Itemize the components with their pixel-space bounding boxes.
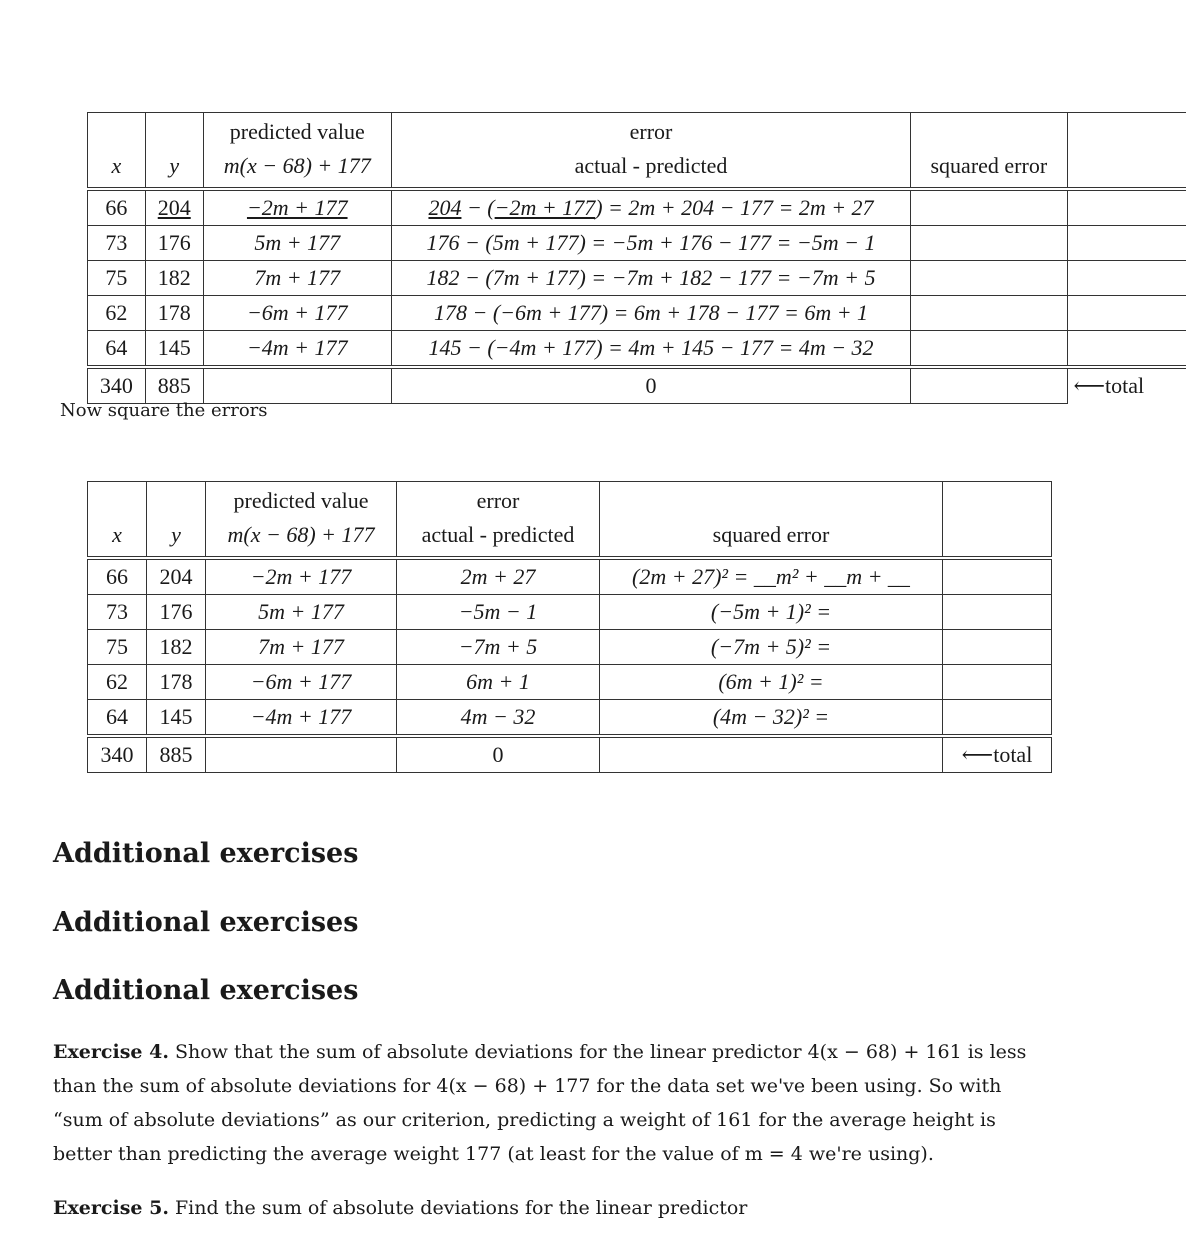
cell-x: 62	[88, 296, 146, 331]
total-row	[88, 367, 1186, 404]
header-predicted	[206, 482, 397, 559]
cell-error-part-d: ) = 2m + 204 − 177 = 2m + 27	[595, 195, 874, 220]
cell-y: 145	[147, 700, 206, 737]
cell-predicted: 7m + 177	[206, 630, 397, 665]
total-row	[88, 736, 1052, 773]
table-row	[88, 331, 1186, 368]
cell-x: 64	[88, 700, 147, 737]
cell-error: −5m − 1	[397, 595, 600, 630]
cell-y: 182	[145, 261, 203, 296]
cell-x: 75	[88, 261, 146, 296]
total-label: ⟵total	[1073, 373, 1145, 399]
table-header-row	[88, 113, 1186, 190]
header-x: x	[88, 113, 146, 190]
total-x: 340	[88, 736, 147, 773]
cell-squared: (4m − 32)² =	[600, 700, 943, 737]
cell-extra	[943, 700, 1052, 737]
header-error-subtitle: actual - predicted	[421, 522, 575, 547]
cell-predicted: 5m + 177	[206, 595, 397, 630]
cell-squared	[911, 226, 1067, 261]
total-predicted	[206, 736, 397, 773]
cell-predicted: −4m + 177	[203, 331, 391, 368]
cell-squared	[911, 189, 1067, 226]
cell-x: 66	[88, 558, 147, 595]
cell-extra	[943, 595, 1052, 630]
total-error: 0	[397, 736, 600, 773]
header-x: x	[88, 482, 147, 559]
cell-error-part-a: 204	[428, 195, 462, 220]
exercise-4-text: Show that the sum of absolute deviations for the linear predictor 4(x − 68) + 161 is less than the sum of absolute deviations for 4(x − 68) + 177 for the data set we've been using. So with “sum of absolute deviations” as our criterion, predicting a weight of 161 for the average height is better than predicting the average weight 177 (at least for the value of m = 4 we're using).	[53, 1041, 1027, 1165]
cell-squared	[911, 296, 1067, 331]
section-heading: Additional exercises	[53, 975, 359, 1006]
header-squared-error: squared error	[911, 113, 1067, 190]
section-heading: Additional exercises	[53, 838, 359, 869]
cell-error-part-c: −2m + 177	[494, 195, 596, 220]
cell-predicted: 5m + 177	[203, 226, 391, 261]
cell-error: 176 − (5m + 177) = −5m + 176 − 177 = −5m − 1	[391, 226, 910, 261]
cell-extra	[943, 558, 1052, 595]
error-table	[87, 112, 1186, 404]
table-row	[88, 558, 1052, 595]
exercise-4	[53, 1035, 1053, 1171]
cell-y: 145	[145, 331, 203, 368]
total-squared	[600, 736, 943, 773]
header-predicted-formula: m(x − 68) + 177	[227, 522, 375, 547]
cell-x: 73	[88, 226, 146, 261]
cell-y: 176	[145, 226, 203, 261]
table-header-row	[88, 482, 1052, 559]
cell-squared: (−5m + 1)² =	[600, 595, 943, 630]
table-row	[88, 226, 1186, 261]
cell-y: 204	[147, 558, 206, 595]
total-y: 885	[145, 367, 203, 404]
header-error-title: error	[476, 488, 520, 513]
header-y: y	[145, 113, 203, 190]
cell-x: 64	[88, 331, 146, 368]
cell-error: 178 − (−6m + 177) = 6m + 178 − 177 = 6m + 1	[391, 296, 910, 331]
cell-x: 73	[88, 595, 147, 630]
header-error-subtitle: actual - predicted	[574, 153, 728, 178]
total-predicted	[203, 367, 391, 404]
table-row	[88, 700, 1052, 737]
cell-error: 6m + 1	[397, 665, 600, 700]
exercise-4-label: Exercise 4.	[53, 1041, 169, 1063]
squared-error-table	[87, 481, 1052, 773]
cell-predicted: 7m + 177	[203, 261, 391, 296]
cell-error-part-b: − (	[461, 195, 495, 220]
table-row	[88, 630, 1052, 665]
cell-error: −7m + 5	[397, 630, 600, 665]
cell-squared	[911, 261, 1067, 296]
header-extra	[943, 482, 1052, 559]
cell-predicted: −2m + 177	[206, 558, 397, 595]
header-predicted-formula: m(x − 68) + 177	[223, 153, 371, 178]
cell-predicted-text: −2m + 177	[246, 195, 348, 220]
cell-error	[391, 189, 910, 226]
total-error: 0	[391, 367, 910, 404]
cell-error: 4m − 32	[397, 700, 600, 737]
cell-y: 178	[147, 665, 206, 700]
cell-extra	[1067, 189, 1186, 226]
total-label: ⟵total	[943, 736, 1052, 773]
instruction-text: Now square the errors	[60, 400, 268, 421]
header-predicted	[203, 113, 391, 190]
cell-y: 178	[145, 296, 203, 331]
cell-predicted: −4m + 177	[206, 700, 397, 737]
header-predicted-title: predicted value	[229, 119, 365, 144]
cell-extra	[1067, 226, 1186, 261]
cell-extra	[943, 630, 1052, 665]
cell-y: 182	[147, 630, 206, 665]
total-y: 885	[147, 736, 206, 773]
cell-squared: (6m + 1)² =	[600, 665, 943, 700]
header-error-title: error	[629, 119, 673, 144]
cell-extra	[1067, 331, 1186, 368]
exercise-5-text: Find the sum of absolute deviations for the linear predictor	[174, 1197, 748, 1219]
header-error	[391, 113, 910, 190]
header-y: y	[147, 482, 206, 559]
cell-error: 145 − (−4m + 177) = 4m + 145 − 177 = 4m − 32	[391, 331, 910, 368]
section-heading: Additional exercises	[53, 907, 359, 938]
table-row	[88, 296, 1186, 331]
total-squared	[911, 367, 1067, 404]
cell-predicted: −6m + 177	[206, 665, 397, 700]
cell-error: 182 − (7m + 177) = −7m + 182 − 177 = −7m + 5	[391, 261, 910, 296]
cell-squared	[911, 331, 1067, 368]
cell-predicted: −6m + 177	[203, 296, 391, 331]
cell-y: 176	[147, 595, 206, 630]
cell-extra	[943, 665, 1052, 700]
table-row	[88, 261, 1186, 296]
header-extra	[1067, 113, 1186, 190]
total-x: 340	[88, 367, 146, 404]
header-squared-error: squared error	[600, 482, 943, 559]
cell-y: 204	[145, 189, 203, 226]
cell-x: 66	[88, 189, 146, 226]
cell-x: 62	[88, 665, 147, 700]
table-row	[88, 189, 1186, 226]
cell-x: 75	[88, 630, 147, 665]
header-error	[397, 482, 600, 559]
cell-extra	[1067, 296, 1186, 331]
table-row	[88, 665, 1052, 700]
cell-squared: (−7m + 5)² =	[600, 630, 943, 665]
table-row	[88, 595, 1052, 630]
cell-squared: (2m + 27)² = __m² + __m + __	[600, 558, 943, 595]
cell-extra	[1067, 261, 1186, 296]
exercise-5-label: Exercise 5.	[53, 1197, 169, 1219]
header-predicted-title: predicted value	[233, 488, 369, 513]
exercise-5	[53, 1191, 1053, 1225]
cell-predicted	[203, 189, 391, 226]
cell-error: 2m + 27	[397, 558, 600, 595]
